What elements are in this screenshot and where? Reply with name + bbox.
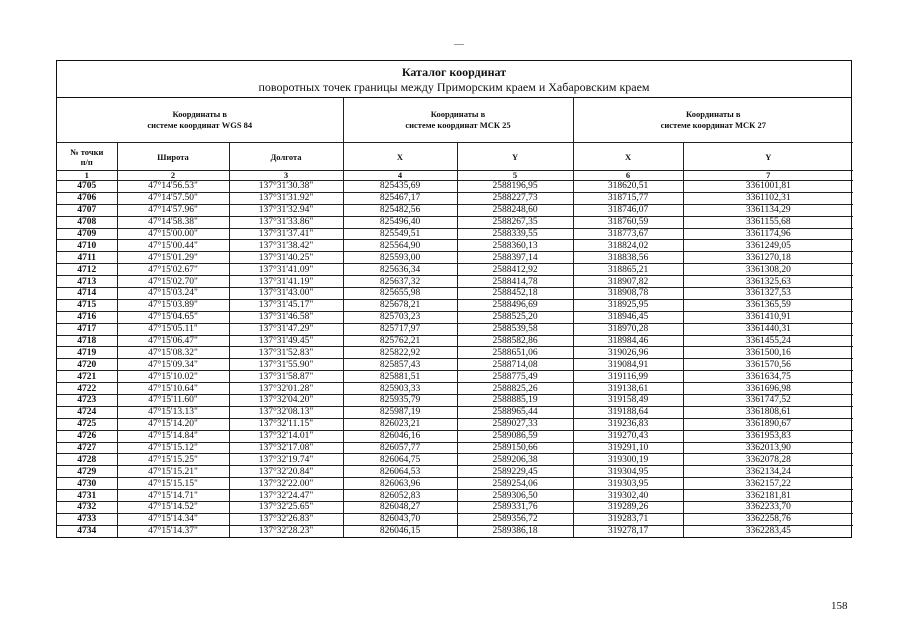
coordinates-table <box>57 98 853 537</box>
table-cell: 4720 <box>57 359 117 371</box>
table-cell: 319303,95 <box>573 478 683 490</box>
table-cell: 2588714,08 <box>457 359 573 371</box>
table-cell: 47°15'14.34" <box>117 513 229 525</box>
table-cell: 137°31'41.09" <box>229 264 343 276</box>
table-cell: 4717 <box>57 323 117 335</box>
table-cell: 826052,83 <box>343 490 457 502</box>
table-cell: 2589356,72 <box>457 513 573 525</box>
table-row <box>57 418 853 430</box>
table-cell: 2588651,06 <box>457 347 573 359</box>
table-row <box>57 359 853 371</box>
table-cell: 2588885,19 <box>457 395 573 407</box>
table-cell: 2588452,18 <box>457 288 573 300</box>
coordinate-catalog-sheet <box>56 60 852 538</box>
table-cell: 47°15'11.60" <box>117 395 229 407</box>
table-cell: 4730 <box>57 478 117 490</box>
table-cell: 2588775,49 <box>457 371 573 383</box>
table-cell: 137°32'17.08" <box>229 442 343 454</box>
table-cell: 4727 <box>57 442 117 454</box>
table-cell: 825822,92 <box>343 347 457 359</box>
table-row <box>57 311 853 323</box>
table-row <box>57 454 853 466</box>
table-cell: 47°15'04.65" <box>117 311 229 323</box>
table-cell: 47°15'05.11" <box>117 323 229 335</box>
column-number: 4 <box>343 171 457 181</box>
table-cell: 4714 <box>57 288 117 300</box>
table-row <box>57 513 853 525</box>
table-cell: 3361890,67 <box>683 418 853 430</box>
table-cell: 3362157,22 <box>683 478 853 490</box>
table-cell: 137°31'32.94" <box>229 204 343 216</box>
table-row <box>57 442 853 454</box>
table-cell: 47°15'10.64" <box>117 383 229 395</box>
table-cell: 319116,99 <box>573 371 683 383</box>
table-cell: 4726 <box>57 430 117 442</box>
table-cell: 2588525,20 <box>457 311 573 323</box>
table-cell: 137°31'43.00" <box>229 288 343 300</box>
table-cell: 825881,51 <box>343 371 457 383</box>
header-msk27-x: X <box>573 143 683 171</box>
table-cell: 47°15'00.00" <box>117 228 229 240</box>
table-row <box>57 252 853 264</box>
table-cell: 2589254,06 <box>457 478 573 490</box>
column-number: 3 <box>229 171 343 181</box>
table-cell: 137°32'04.20" <box>229 395 343 407</box>
table-cell: 137°31'33.86" <box>229 216 343 228</box>
table-cell: 3362013,90 <box>683 442 853 454</box>
table-cell: 4713 <box>57 276 117 288</box>
table-cell: 319138,61 <box>573 383 683 395</box>
table-cell: 2588339,55 <box>457 228 573 240</box>
table-row <box>57 478 853 490</box>
table-cell: 319302,40 <box>573 490 683 502</box>
table-cell: 47°15'15.21" <box>117 466 229 478</box>
table-cell: 3361249,05 <box>683 240 853 252</box>
table-cell: 2589027,33 <box>457 418 573 430</box>
table-row <box>57 335 853 347</box>
table-cell: 3362181,81 <box>683 490 853 502</box>
table-cell: 319158,49 <box>573 395 683 407</box>
table-cell: 2588825,26 <box>457 383 573 395</box>
table-cell: 319289,26 <box>573 502 683 514</box>
table-cell: 4707 <box>57 204 117 216</box>
table-cell: 2589229,45 <box>457 466 573 478</box>
table-cell: 137°31'55.90" <box>229 359 343 371</box>
header-msk25-x: X <box>343 143 457 171</box>
table-cell: 3361174,96 <box>683 228 853 240</box>
table-cell: 3362258,76 <box>683 513 853 525</box>
column-number: 5 <box>457 171 573 181</box>
table-cell: 318760,59 <box>573 216 683 228</box>
table-cell: 319283,71 <box>573 513 683 525</box>
table-cell: 47°15'10.02" <box>117 371 229 383</box>
table-cell: 4731 <box>57 490 117 502</box>
table-cell: 3361747,52 <box>683 395 853 407</box>
table-row <box>57 216 853 228</box>
table-row <box>57 525 853 536</box>
table-cell: 319236,83 <box>573 418 683 430</box>
table-row <box>57 347 853 359</box>
table-cell: 318773,67 <box>573 228 683 240</box>
page-number: 158 <box>831 600 848 612</box>
table-cell: 318984,46 <box>573 335 683 347</box>
table-row <box>57 371 853 383</box>
table-cell: 2588582,86 <box>457 335 573 347</box>
table-cell: 137°32'24.47" <box>229 490 343 502</box>
table-cell: 2588397,14 <box>457 252 573 264</box>
table-cell: 2588267,35 <box>457 216 573 228</box>
table-cell: 137°31'52.83" <box>229 347 343 359</box>
header-msk25: Координаты в системе координат МСК 25 <box>343 98 573 143</box>
table-cell: 3361440,31 <box>683 323 853 335</box>
table-cell: 4725 <box>57 418 117 430</box>
table-cell: 47°15'13.13" <box>117 406 229 418</box>
table-cell: 319300,19 <box>573 454 683 466</box>
table-cell: 47°15'09.34" <box>117 359 229 371</box>
table-cell: 2588412,92 <box>457 264 573 276</box>
table-cell: 47°14'57.96" <box>117 204 229 216</box>
table-cell: 3361455,24 <box>683 335 853 347</box>
header-latitude: Широта <box>117 143 229 171</box>
table-cell: 825496,40 <box>343 216 457 228</box>
table-cell: 318970,28 <box>573 323 683 335</box>
catalog-title-block <box>57 61 851 98</box>
table-cell: 826023,21 <box>343 418 457 430</box>
coordinates-table-body <box>57 181 853 537</box>
table-cell: 3362283,45 <box>683 525 853 536</box>
table-cell: 3361155,68 <box>683 216 853 228</box>
table-row <box>57 490 853 502</box>
table-cell: 318620,51 <box>573 181 683 193</box>
table-cell: 137°31'47.29" <box>229 323 343 335</box>
table-cell: 3361102,31 <box>683 192 853 204</box>
header-longitude: Долгота <box>229 143 343 171</box>
table-row <box>57 502 853 514</box>
table-cell: 825655,98 <box>343 288 457 300</box>
table-cell: 826048,27 <box>343 502 457 514</box>
table-cell: 3361327,53 <box>683 288 853 300</box>
table-cell: 3361325,63 <box>683 276 853 288</box>
table-cell: 2588965,44 <box>457 406 573 418</box>
table-cell: 826057,77 <box>343 442 457 454</box>
table-row <box>57 192 853 204</box>
table-cell: 137°32'08.13" <box>229 406 343 418</box>
table-cell: 318865,21 <box>573 264 683 276</box>
table-cell: 826043,70 <box>343 513 457 525</box>
table-cell: 4710 <box>57 240 117 252</box>
table-cell: 137°31'30.38" <box>229 181 343 193</box>
table-cell: 4706 <box>57 192 117 204</box>
table-cell: 137°31'58.87" <box>229 371 343 383</box>
table-cell: 47°15'15.25" <box>117 454 229 466</box>
table-row <box>57 204 853 216</box>
table-cell: 3362134,24 <box>683 466 853 478</box>
table-cell: 825467,17 <box>343 192 457 204</box>
table-cell: 4722 <box>57 383 117 395</box>
table-row <box>57 276 853 288</box>
table-cell: 137°31'45.17" <box>229 299 343 311</box>
table-cell: 2588414,78 <box>457 276 573 288</box>
table-cell: 825903,33 <box>343 383 457 395</box>
table-cell: 2588227,73 <box>457 192 573 204</box>
table-cell: 825549,51 <box>343 228 457 240</box>
table-cell: 825762,21 <box>343 335 457 347</box>
table-row <box>57 288 853 300</box>
table-cell: 47°14'57.50" <box>117 192 229 204</box>
table-cell: 137°31'46.58" <box>229 311 343 323</box>
table-row <box>57 406 853 418</box>
table-row <box>57 240 853 252</box>
table-cell: 47°15'14.37" <box>117 525 229 536</box>
table-row <box>57 323 853 335</box>
table-cell: 4732 <box>57 502 117 514</box>
table-cell: 319270,43 <box>573 430 683 442</box>
table-cell: 2588496,69 <box>457 299 573 311</box>
table-cell: 319278,17 <box>573 525 683 536</box>
table-cell: 4728 <box>57 454 117 466</box>
table-cell: 137°32'19.74" <box>229 454 343 466</box>
table-cell: 319304,95 <box>573 466 683 478</box>
table-cell: 825636,34 <box>343 264 457 276</box>
table-cell: 47°15'01.29" <box>117 252 229 264</box>
table-cell: 47°15'14.52" <box>117 502 229 514</box>
table-cell: 137°32'26.83" <box>229 513 343 525</box>
table-cell: 826064,75 <box>343 454 457 466</box>
table-cell: 4724 <box>57 406 117 418</box>
table-cell: 3361270,18 <box>683 252 853 264</box>
table-cell: 318907,82 <box>573 276 683 288</box>
table-cell: 825435,69 <box>343 181 457 193</box>
table-row <box>57 264 853 276</box>
table-cell: 137°31'41.19" <box>229 276 343 288</box>
column-number: 1 <box>57 171 117 181</box>
table-cell: 319026,96 <box>573 347 683 359</box>
table-cell: 47°15'15.15" <box>117 478 229 490</box>
table-cell: 47°15'14.20" <box>117 418 229 430</box>
table-cell: 3361410,91 <box>683 311 853 323</box>
table-cell: 47°15'06.47" <box>117 335 229 347</box>
table-cell: 2589150,66 <box>457 442 573 454</box>
table-cell: 4733 <box>57 513 117 525</box>
table-cell: 319188,64 <box>573 406 683 418</box>
table-cell: 137°32'01.28" <box>229 383 343 395</box>
table-cell: 3361953,83 <box>683 430 853 442</box>
table-cell: 47°14'56.53" <box>117 181 229 193</box>
table-cell: 318838,56 <box>573 252 683 264</box>
table-cell: 4715 <box>57 299 117 311</box>
table-cell: 826046,16 <box>343 430 457 442</box>
table-cell: 318715,77 <box>573 192 683 204</box>
table-cell: 318908,78 <box>573 288 683 300</box>
table-row <box>57 466 853 478</box>
table-cell: 137°32'25.65" <box>229 502 343 514</box>
column-number: 7 <box>683 171 853 181</box>
table-cell: 3361001,81 <box>683 181 853 193</box>
table-cell: 137°32'20.84" <box>229 466 343 478</box>
table-cell: 825637,32 <box>343 276 457 288</box>
table-cell: 826046,15 <box>343 525 457 536</box>
table-cell: 318925,95 <box>573 299 683 311</box>
catalog-title: Каталог координат <box>401 65 507 79</box>
table-cell: 47°15'08.32" <box>117 347 229 359</box>
table-cell: 137°32'11.15" <box>229 418 343 430</box>
table-cell: 4719 <box>57 347 117 359</box>
table-cell: 825935,79 <box>343 395 457 407</box>
column-number: 6 <box>573 171 683 181</box>
table-cell: 2588248,60 <box>457 204 573 216</box>
table-cell: 4705 <box>57 181 117 193</box>
table-cell: 3361134,29 <box>683 204 853 216</box>
table-cell: 4723 <box>57 395 117 407</box>
table-cell: 3361365,59 <box>683 299 853 311</box>
header-wgs84: Координаты в системе координат WGS 84 <box>57 98 343 143</box>
table-cell: 3361808,61 <box>683 406 853 418</box>
table-cell: 4711 <box>57 252 117 264</box>
table-cell: 137°32'14.01" <box>229 430 343 442</box>
table-cell: 3361500,16 <box>683 347 853 359</box>
table-cell: 2589331,76 <box>457 502 573 514</box>
table-cell: 137°31'38.42" <box>229 240 343 252</box>
table-cell: 3361308,20 <box>683 264 853 276</box>
table-cell: 4716 <box>57 311 117 323</box>
table-cell: 4718 <box>57 335 117 347</box>
table-row <box>57 383 853 395</box>
table-cell: 137°31'49.45" <box>229 335 343 347</box>
table-cell: 826063,96 <box>343 478 457 490</box>
table-cell: 47°15'02.67" <box>117 264 229 276</box>
table-cell: 825717,97 <box>343 323 457 335</box>
table-cell: 3362233,70 <box>683 502 853 514</box>
table-cell: 47°15'03.89" <box>117 299 229 311</box>
table-cell: 47°15'14.71" <box>117 490 229 502</box>
table-cell: 825564,90 <box>343 240 457 252</box>
table-cell: 825593,00 <box>343 252 457 264</box>
table-row <box>57 395 853 407</box>
table-cell: 319291,10 <box>573 442 683 454</box>
table-cell: 137°32'22.00" <box>229 478 343 490</box>
table-cell: 3361634,75 <box>683 371 853 383</box>
table-cell: 4709 <box>57 228 117 240</box>
header-msk27: Координаты в системе координат МСК 27 <box>573 98 853 143</box>
table-cell: 2589306,50 <box>457 490 573 502</box>
column-number: 2 <box>117 171 229 181</box>
table-cell: 2589206,38 <box>457 454 573 466</box>
table-row <box>57 228 853 240</box>
table-cell: 826064,53 <box>343 466 457 478</box>
table-cell: 2589386,18 <box>457 525 573 536</box>
table-cell: 4712 <box>57 264 117 276</box>
table-cell: 825678,21 <box>343 299 457 311</box>
table-cell: 47°15'03.24" <box>117 288 229 300</box>
table-cell: 319084,91 <box>573 359 683 371</box>
table-cell: 2588196,95 <box>457 181 573 193</box>
table-cell: 825857,43 <box>343 359 457 371</box>
table-cell: 4729 <box>57 466 117 478</box>
table-cell: 3362078,28 <box>683 454 853 466</box>
catalog-subtitle: поворотных точек границы между Приморским краем и Хабаровским краем <box>258 80 650 94</box>
table-cell: 4708 <box>57 216 117 228</box>
table-cell: 137°31'31.92" <box>229 192 343 204</box>
table-cell: 825482,56 <box>343 204 457 216</box>
table-cell: 47°15'02.70" <box>117 276 229 288</box>
table-cell: 137°31'37.41" <box>229 228 343 240</box>
table-cell: 137°31'40.25" <box>229 252 343 264</box>
table-cell: 47°15'15.12" <box>117 442 229 454</box>
table-cell: 47°15'14.84" <box>117 430 229 442</box>
table-cell: 825703,23 <box>343 311 457 323</box>
table-cell: 137°32'28.23" <box>229 525 343 536</box>
table-cell: 3361696,98 <box>683 383 853 395</box>
table-cell: 2588539,58 <box>457 323 573 335</box>
table-row <box>57 299 853 311</box>
table-cell: 47°14'58.38" <box>117 216 229 228</box>
table-cell: 4721 <box>57 371 117 383</box>
table-cell: 318824,02 <box>573 240 683 252</box>
table-cell: 47°15'00.44" <box>117 240 229 252</box>
table-cell: 3361570,56 <box>683 359 853 371</box>
table-row <box>57 430 853 442</box>
header-msk25-y: Y <box>457 143 573 171</box>
table-cell: 2589086,59 <box>457 430 573 442</box>
header-point-number: № точки п/п <box>57 143 117 171</box>
table-row <box>57 181 853 193</box>
table-cell: 4734 <box>57 525 117 536</box>
table-cell: 2588360,13 <box>457 240 573 252</box>
table-cell: 318746,07 <box>573 204 683 216</box>
header-msk27-y: Y <box>683 143 853 171</box>
table-cell: 825987,19 <box>343 406 457 418</box>
table-cell: 318946,45 <box>573 311 683 323</box>
